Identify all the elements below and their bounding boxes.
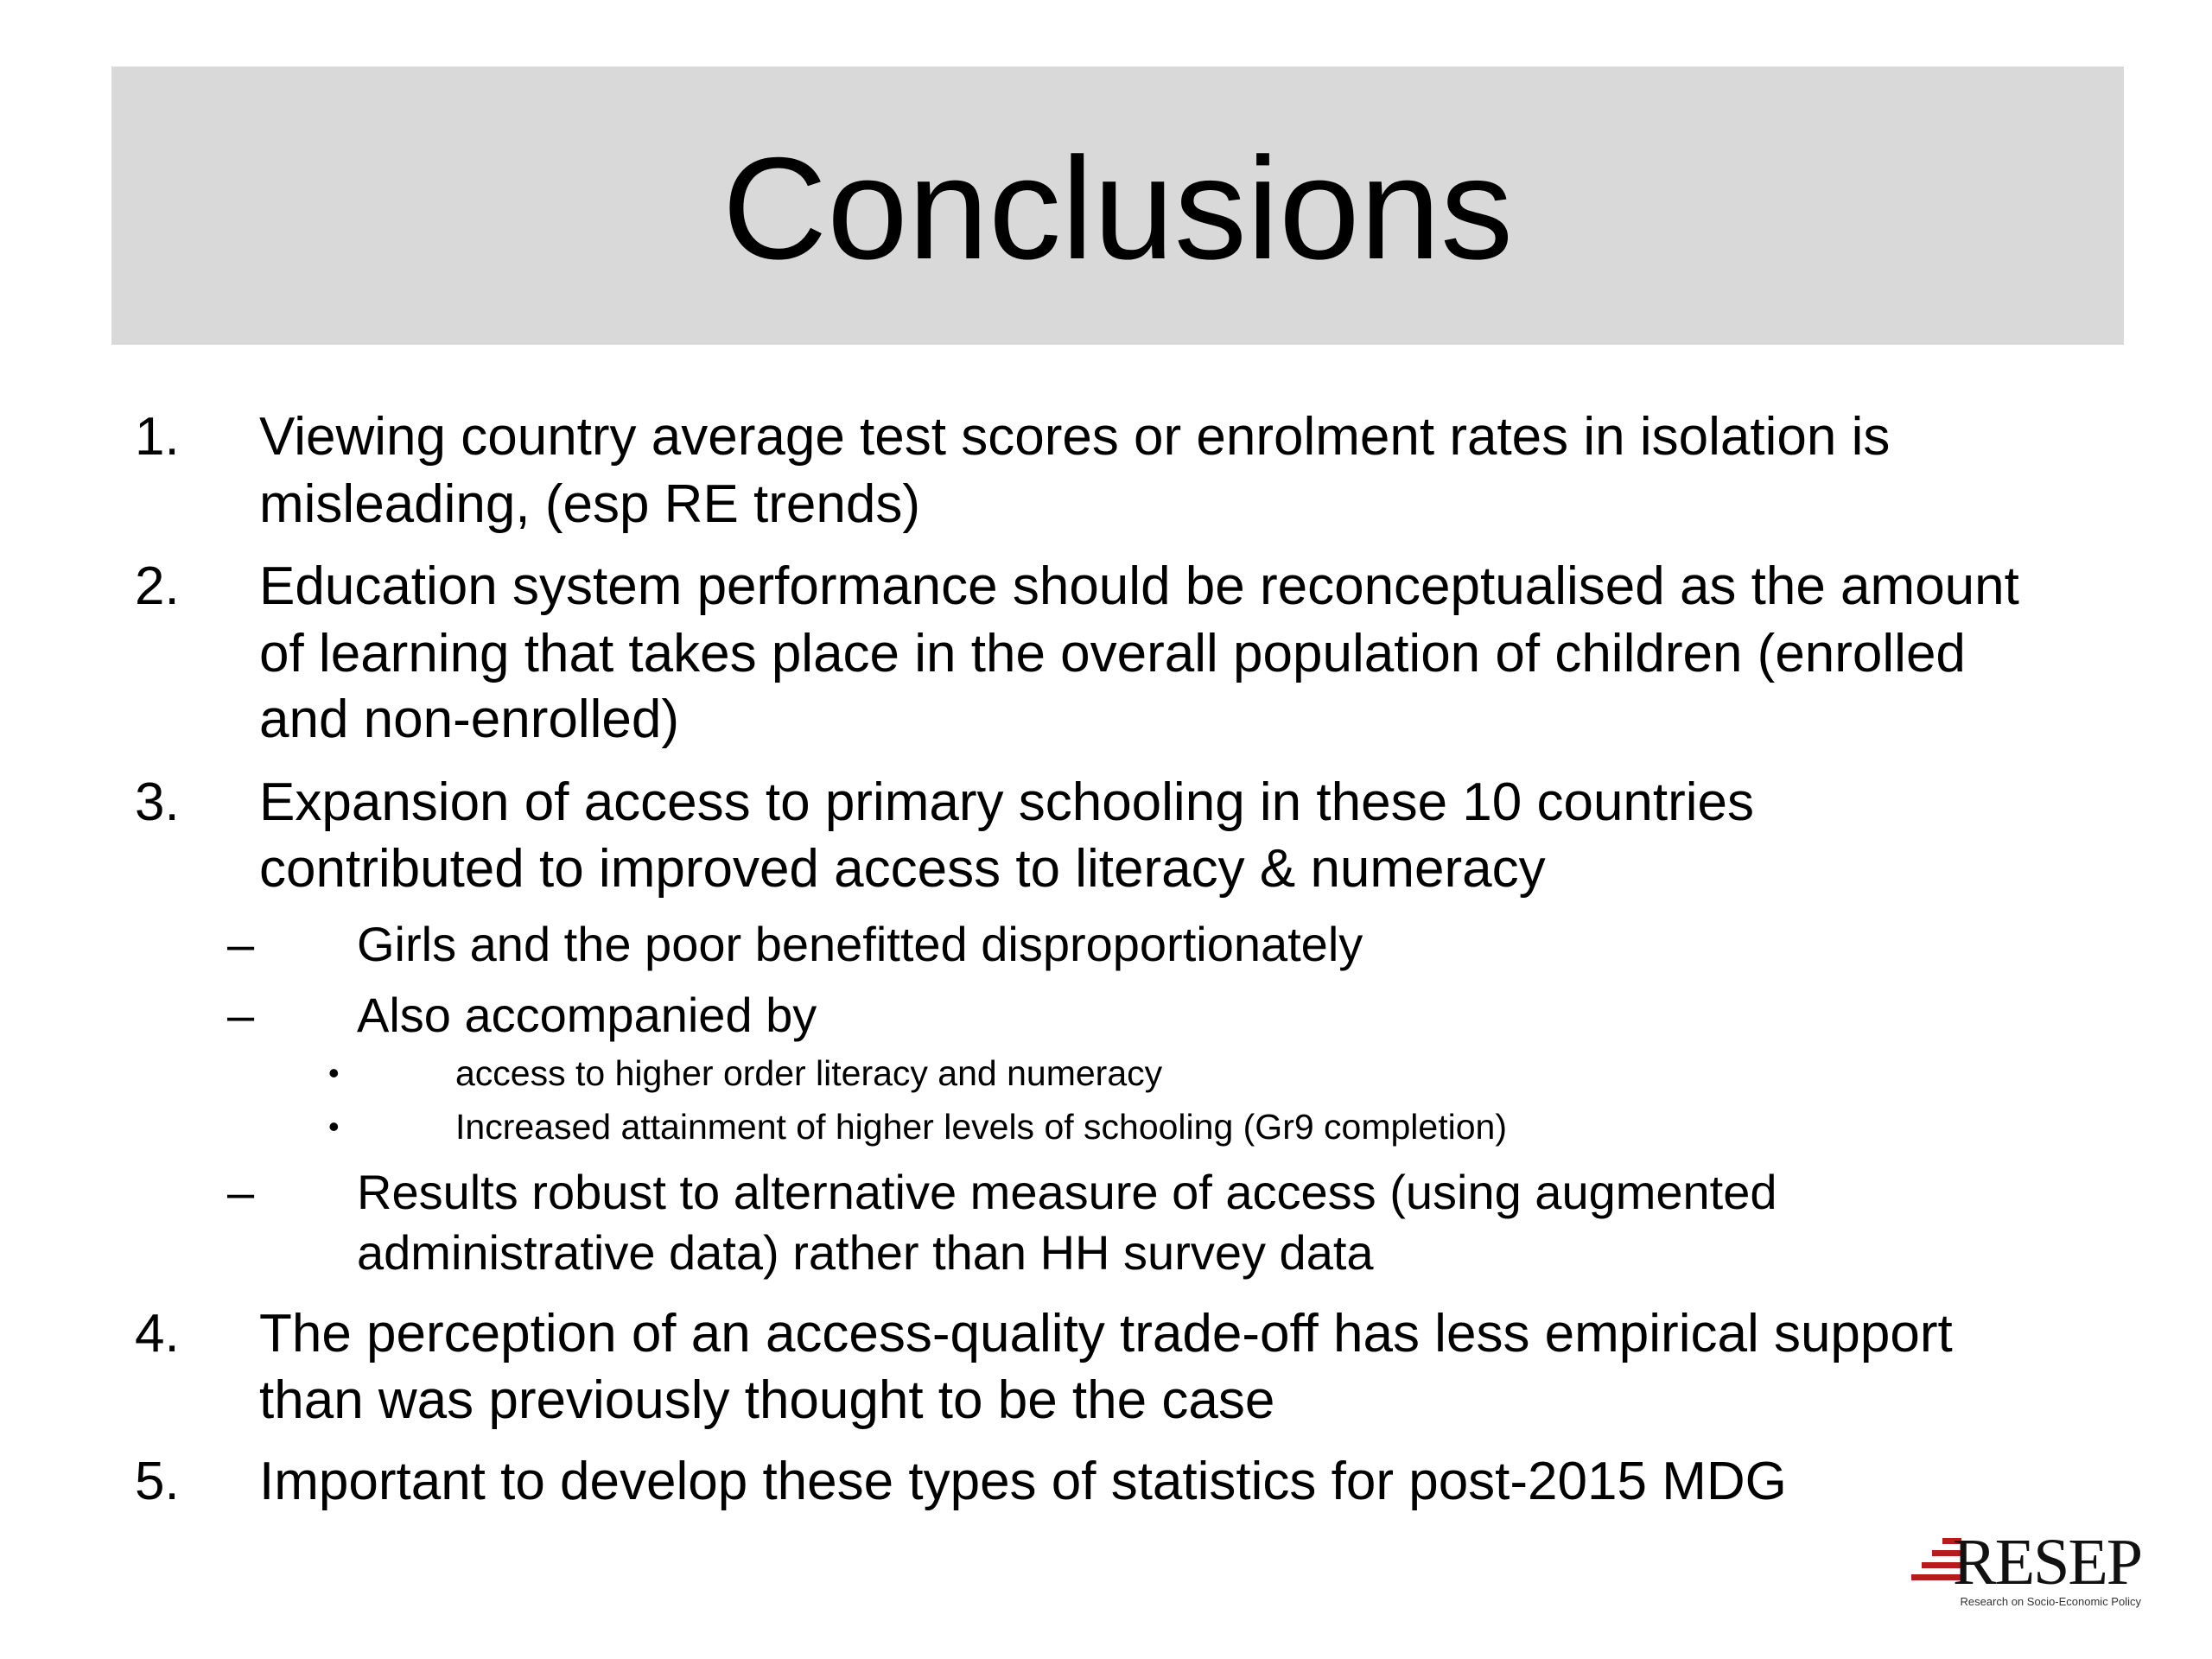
bullet-marker: • bbox=[328, 1055, 340, 1090]
sub-item-text: administrative data) rather than HH survey data bbox=[357, 1225, 1374, 1280]
item-text: of learning that takes place in the overall population of children (enrolled bbox=[259, 624, 1966, 683]
item-text: Viewing country average test scores or enrolment rates in isolation is bbox=[259, 407, 1891, 467]
sub-item-text: Results robust to alternative measure of access (using augmented bbox=[357, 1165, 1777, 1219]
item-text: Important to develop these types of statistics for post-2015 MDG bbox=[259, 1452, 1787, 1511]
logo-tagline: Research on Socio-Economic Policy bbox=[1960, 1595, 2141, 1608]
item-number: 1. bbox=[135, 407, 180, 467]
item-text: The perception of an access-quality trade-off has less empirical support bbox=[259, 1304, 1953, 1363]
dash-marker: – bbox=[227, 917, 255, 971]
bullet-marker: • bbox=[328, 1109, 340, 1144]
resep-logo bbox=[1908, 1526, 2142, 1612]
item-text: misleading, (esp RE trends) bbox=[259, 474, 920, 534]
item-text: contributed to improved access to literacy & numeracy bbox=[259, 839, 1546, 899]
item-text: and non-enrolled) bbox=[259, 690, 680, 749]
sub-item-text: Also accompanied by bbox=[357, 988, 817, 1042]
dash-marker: – bbox=[227, 1165, 255, 1219]
bullet-text: access to higher order literacy and numeracy bbox=[455, 1053, 1163, 1093]
bullet-text: Increased attainment of higher levels of schooling (Gr9 completion) bbox=[455, 1107, 1507, 1147]
sub-item-text: Girls and the poor benefitted disproportionately bbox=[357, 917, 1363, 971]
item-number: 5. bbox=[135, 1452, 180, 1511]
dash-marker: – bbox=[227, 988, 255, 1042]
item-number: 4. bbox=[135, 1304, 180, 1363]
item-text: than was previously thought to be the case bbox=[259, 1370, 1275, 1430]
item-text: Education system performance should be reconceptualised as the amount bbox=[259, 556, 2019, 616]
logo-wordmark: RESEP bbox=[1953, 1526, 2142, 1599]
item-number: 3. bbox=[135, 772, 180, 832]
item-number: 2. bbox=[135, 556, 180, 616]
item-text: Expansion of access to primary schooling in these 10 countries bbox=[259, 772, 1755, 832]
slide-title: Conclusions bbox=[721, 127, 1514, 289]
